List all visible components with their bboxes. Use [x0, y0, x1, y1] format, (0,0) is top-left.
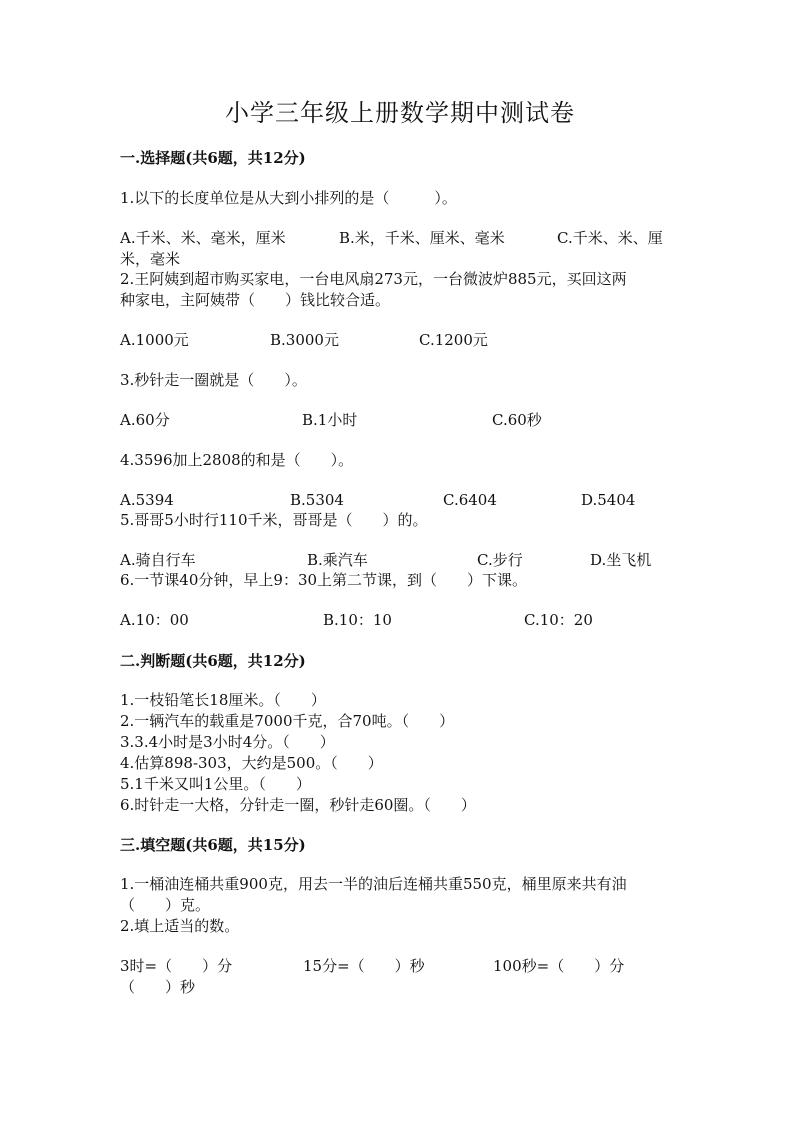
q5-option-d: D.坐飞机 — [590, 551, 652, 569]
q5-option-b: B.乘汽车 — [307, 551, 368, 569]
section-heading-judgement: 二.判断题(共6题，共12分) — [120, 652, 306, 670]
fill-question-1-line1: 1.一桶油连桶共重900克，用去一半的油后连桶共重550克，桶里原来共有油 — [120, 875, 627, 893]
fill-blank-seconds-continued: （ ）秒 — [120, 978, 196, 996]
q5-option-c: C.步行 — [477, 551, 523, 569]
q6-option-c: C.10：20 — [524, 611, 593, 629]
question-1: 1.以下的长度单位是从大到小排列的是（ ）。 — [120, 189, 457, 207]
fill-blank-minutes: 15分=（ ）秒 — [303, 957, 425, 975]
question-2-line1: 2.王阿姨到超市购买家电，一台电风扇273元，一台微波炉885元，买回这两 — [120, 270, 627, 288]
q1-option-c: C.千米、米、厘 — [557, 229, 663, 247]
fill-question-2: 2.填上适当的数。 — [120, 917, 240, 935]
q6-option-b: B.10：10 — [323, 611, 392, 629]
q4-option-c: C.6404 — [443, 491, 497, 509]
q1-option-b: B.米，千米、厘米、毫米 — [339, 229, 505, 247]
q3-option-b: B.1小时 — [302, 411, 358, 429]
q2-option-c: C.1200元 — [419, 331, 488, 349]
judgement-item-1: 1.一枝铅笔长18厘米。（ ） — [120, 691, 326, 709]
question-6: 6.一节课40分钟，早上9：30上第二节课，到（ ）下课。 — [120, 571, 528, 589]
question-2-line2: 种家电，主阿姨带（ ）钱比较合适。 — [120, 291, 391, 309]
question-4: 4.3596加上2808的和是（ ）。 — [120, 451, 354, 469]
section-heading-fill-in: 三.填空题(共6题，共15分) — [120, 836, 306, 854]
question-3: 3.秒针走一圈就是（ ）。 — [120, 371, 307, 389]
judgement-item-4: 4.估算898-303，大约是500。（ ） — [120, 754, 383, 772]
judgement-item-3: 3.3.4小时是3小时4分。（ ） — [120, 733, 335, 751]
q1-option-c-continued: 米，毫米 — [120, 250, 181, 268]
q2-option-a: A.1000元 — [120, 331, 189, 349]
judgement-item-2: 2.一辆汽车的载重是7000千克，合70吨。（ ） — [120, 712, 455, 730]
section-heading-choice: 一.选择题(共6题，共12分) — [120, 149, 306, 167]
q4-option-a: A.5394 — [120, 491, 174, 509]
q3-option-c: C.60秒 — [492, 411, 542, 429]
q4-option-d: D.5404 — [581, 491, 636, 509]
page-title: 小学三年级上册数学期中测试卷 — [225, 99, 575, 127]
q3-option-a: A.60分 — [120, 411, 170, 429]
fill-blank-seconds: 100秒=（ ）分 — [493, 957, 625, 975]
q4-option-b: B.5304 — [290, 491, 344, 509]
q6-option-a: A.10：00 — [120, 611, 189, 629]
fill-question-1-line2: （ ）克。 — [120, 896, 211, 914]
judgement-item-5: 5.1千米又叫1公里。（ ） — [120, 775, 311, 793]
q2-option-b: B.3000元 — [270, 331, 339, 349]
question-5: 5.哥哥5小时行110千米，哥哥是（ ）的。 — [120, 511, 428, 529]
fill-blank-hours: 3时=（ ）分 — [120, 957, 233, 975]
q1-option-a: A.千米、米、毫米，厘米 — [120, 229, 286, 247]
judgement-item-6: 6.时针走一大格，分针走一圈，秒针走60圈。（ ） — [120, 796, 476, 814]
q5-option-a: A.骑自行车 — [120, 551, 196, 569]
